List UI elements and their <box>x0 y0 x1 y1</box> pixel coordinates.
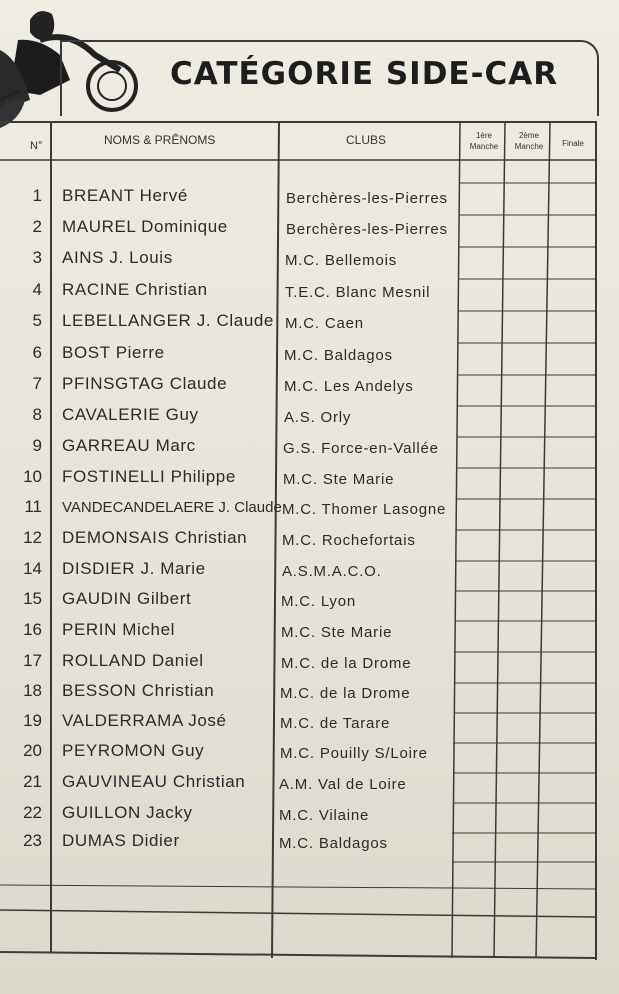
rider-name: AINS J. Louis <box>62 248 173 267</box>
club-name: M.C. Ste Marie <box>283 471 395 488</box>
club-name: M.C. de Tarare <box>280 715 391 732</box>
row-number: 6 <box>32 343 42 362</box>
rider-name: DUMAS Didier <box>62 831 180 850</box>
club-name: M.C. Lyon <box>281 593 357 610</box>
page-title: CATÉGORIE SIDE-CAR <box>170 56 559 92</box>
row-number: 10 <box>23 467 42 486</box>
row-number: 15 <box>23 589 42 608</box>
header-manche-1-line2: Manche <box>469 142 499 151</box>
club-name: A.S. Orly <box>284 409 352 426</box>
rider-name: BREANT Hervé <box>62 186 188 205</box>
header-names: NOMS & PRÊNOMS <box>104 133 216 147</box>
club-name: G.S. Force-en-Vallée <box>283 440 439 457</box>
rider-name: GAUDIN Gilbert <box>62 589 192 608</box>
rider-name: LEBELLANGER J. Claude <box>62 311 274 330</box>
row-number: 23 <box>23 831 42 850</box>
rider-name: ROLLAND Daniel <box>62 651 204 670</box>
rider-name: BOST Pierre <box>62 343 165 362</box>
club-name: M.C. Les Andelys <box>284 378 414 395</box>
header-manche-2-line2: Manche <box>514 142 544 151</box>
club-name: Berchères-les-Pierres <box>286 190 448 207</box>
header-number: N° <box>30 140 43 152</box>
row-number: 4 <box>32 280 42 299</box>
rider-name: RACINE Christian <box>62 280 208 299</box>
club-name: A.S.M.A.C.O. <box>282 563 382 580</box>
club-name: M.C. de la Drome <box>281 655 412 672</box>
row-number: 8 <box>32 405 42 424</box>
club-name: M.C. de la Drome <box>280 685 411 702</box>
header-clubs: CLUBS <box>346 133 387 147</box>
row-number: 20 <box>23 741 42 760</box>
row-number: 2 <box>32 217 42 236</box>
club-name: M.C. Caen <box>285 315 364 332</box>
club-name: M.C. Rochefortais <box>282 532 416 549</box>
header-finale: Finale <box>562 139 584 148</box>
header-manche-1-line1: 1ère <box>475 131 492 140</box>
club-name: Berchères-les-Pierres <box>286 221 448 238</box>
header-manche-2 <box>507 130 551 152</box>
club-name: A.M. Val de Loire <box>279 776 407 793</box>
rider-name: BESSON Christian <box>62 681 215 700</box>
rider-name: DEMONSAIS Christian <box>62 528 248 547</box>
rider-name: PERIN Michel <box>62 620 176 639</box>
club-name: M.C. Thomer Lasogne <box>282 501 447 518</box>
row-number: 7 <box>32 374 42 393</box>
rider-name: PEYROMON Guy <box>62 741 205 760</box>
header-manche-2-line1: 2ème <box>518 131 539 140</box>
header-manche-1 <box>462 130 506 152</box>
row-number: 11 <box>24 497 42 516</box>
club-name: M.C. Baldagos <box>284 347 393 364</box>
row-number: 12 <box>23 528 42 547</box>
rider-name: CAVALERIE Guy <box>62 405 199 424</box>
rider-name: VANDECANDELAERE J. Claude <box>62 499 282 516</box>
row-number: 22 <box>23 803 42 822</box>
row-number: 9 <box>32 436 42 455</box>
row-number: 1 <box>32 186 42 205</box>
club-name: T.E.C. Blanc Mesnil <box>285 284 431 301</box>
rider-name: FOSTINELLI Philippe <box>62 467 236 486</box>
rider-name: GAUVINEAU Christian <box>62 772 246 791</box>
row-number: 16 <box>23 620 42 639</box>
club-name: M.C. Ste Marie <box>281 624 393 641</box>
row-number: 3 <box>32 248 42 267</box>
rider-name: GUILLON Jacky <box>62 803 193 822</box>
row-number: 21 <box>23 772 42 791</box>
row-number: 19 <box>23 711 42 730</box>
rider-name: MAUREL Dominique <box>62 217 228 236</box>
rider-name: PFINSGTAG Claude <box>62 374 228 393</box>
rider-name: GARREAU Marc <box>62 436 196 455</box>
club-name: M.C. Vilaine <box>279 807 370 824</box>
club-name: M.C. Bellemois <box>285 252 398 269</box>
row-number: 18 <box>23 681 42 700</box>
row-number: 17 <box>23 651 42 670</box>
row-number: 14 <box>23 559 42 578</box>
club-name: M.C. Pouilly S/Loire <box>280 745 428 762</box>
rider-name: VALDERRAMA José <box>62 711 227 730</box>
rider-name: DISDIER J. Marie <box>62 559 206 578</box>
club-name: M.C. Baldagos <box>279 835 388 852</box>
row-number: 5 <box>32 311 42 330</box>
